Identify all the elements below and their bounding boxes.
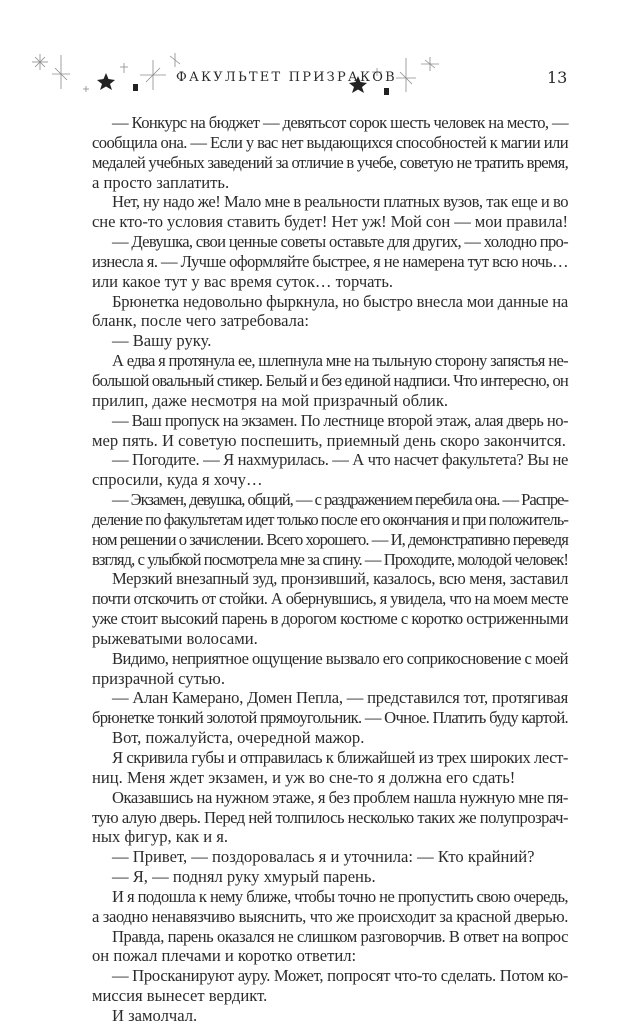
text-line: — Просканируют ауру. Может, попросят что-то сделать. Потом ко- (112, 966, 568, 986)
text-line: мер пять. И советую поспешить, приемный день скоро закончится. (92, 430, 566, 450)
text-line: Нет, ну надо же! Мало мне в реальности платных вузов, так еще и во (112, 192, 568, 212)
body-text (92, 113, 568, 1026)
text-line: призрачной сутью. (92, 668, 225, 688)
text-line: бланк, после чего затребовала: (92, 311, 309, 331)
sparkle-icon (170, 53, 180, 67)
text-line: Мерзкий внезапный зуд, пронзивший, казалось, всю меня, заставил (112, 569, 569, 589)
text-line: миссия вынесет вердикт. (92, 986, 268, 1006)
text-line: ниц. Меня ждет экзамен, и уж во сне-то я должна его сдать! (92, 767, 516, 787)
text-line: Я скривила губы и отправилась к ближайшей из трех широких лест- (112, 748, 568, 767)
text-line: — Конкурс на бюджет — девятьсот сорок шесть человек на место, — (112, 113, 568, 132)
text-line: И я подошла к нему ближе, чтобы точно не пропустить свою очередь, (112, 886, 568, 906)
sparkle-icon (140, 60, 166, 90)
text-line: Оказавшись на нужном этаже, я без проблем нашла нужную мне пя- (112, 787, 568, 807)
text-line: Брюнетка недовольно фыркнула, но быстро внесла мои данные на (112, 291, 568, 311)
text-line: или какое тут у вас время суток… торчать. (92, 271, 394, 291)
text-line: Правда, парень оказался не слишком разговорчив. В ответ на вопрос (112, 926, 568, 946)
sparkle-icon (421, 57, 439, 71)
text-line: — Экзамен, девушка, общий, — с раздражением перебила она. — Распре- (112, 490, 568, 510)
text-line: взгляд, с улыбкой посмотрела мне за спину. — Проходите, молодой человек! (92, 549, 568, 569)
text-line: Вот, пожалуйста, очередной мажор. (112, 728, 365, 748)
text-line: почти отскочить от стойки. А обернувшись, я увидела, что на моем месте (92, 589, 569, 609)
text-line: — Вашу руку. (112, 331, 212, 351)
text-line: рыжеватыми волосами. (92, 628, 258, 648)
sparkle-icon (396, 58, 416, 92)
text-line: ном решении о зачислении. Всего хорошего. — И, демонстративно переведя (92, 529, 568, 549)
text-line: медалей учебных заведений за отличие в учебе, советую не тратить время, (92, 152, 568, 172)
star-icon (133, 84, 138, 91)
text-line: уже стоит высокий парень в дорогом костюме с коротко остриженными (92, 609, 568, 629)
running-title: ФАКУЛЬТЕТ ПРИЗРАКОВ (176, 70, 397, 85)
text-line: спросили, куда я хочу… (92, 470, 263, 490)
text-line: сообщила она. — Если у вас нет выдающихся способностей к магии или (92, 132, 568, 152)
page-number: 13 (547, 68, 568, 87)
text-line: изнесла я. — Лучше оформляйте быстрее, я не намерена тут всю ночь… (92, 251, 568, 271)
text-line: прилип, даже несмотря на мой призрачный облик. (92, 390, 449, 410)
text-line: брюнетке тонкий золотой прямоугольник. — Очное. Платить буду картой. (92, 708, 568, 728)
sparkle-icon (52, 55, 70, 89)
text-line: — Я, — поднял руку хмурый парень. (112, 867, 376, 887)
sparkle-icon (120, 63, 128, 73)
text-line: он пожал плечами и коротко ответил: (92, 946, 357, 966)
text-line: А едва я протянула ее, шлепнула мне на тыльную сторону запястья не- (112, 351, 568, 371)
sparkle-icon (32, 54, 48, 70)
star-icon (384, 88, 389, 95)
text-line: ных фигур, как и я. (92, 827, 228, 847)
page-header (0, 0, 644, 100)
text-line: тую алую дверь. Перед ней толпилось несколько таких же полупрозрач- (92, 807, 568, 827)
text-line: сне кто-то условия ставить будет! Нет уж! Мой сон — мои правила! (92, 212, 568, 232)
text-line: — Погодите. — Я нахмурилась. — А что насчет факультета? Вы не (112, 450, 568, 470)
text-line: — Девушка, свои ценные советы оставьте для других, — холодно про- (112, 232, 568, 252)
text-line: большой овальный стикер. Белый и без единой надписи. Что интересно, он (92, 370, 568, 390)
text-line: а просто заплатить. (92, 172, 230, 192)
text-line: а заодно ненавязчиво выяснить, что же происходит за красной дверью. (92, 906, 568, 926)
text-line: Видимо, неприятное ощущение вызвало его соприкосновение с моей (112, 648, 568, 668)
text-line: — Алан Камерано, Домен Пепла, — представился тот, протягивая (112, 688, 568, 708)
star-icon (97, 73, 115, 90)
text-line: деление по факультетам идет только после его окончания и при положитель- (92, 509, 568, 529)
text-line: — Ваш пропуск на экзамен. По лестнице второй этаж, алая дверь но- (112, 410, 568, 430)
text-line: И замолчал. (112, 1005, 198, 1025)
text-line: — Привет, — поздоровалась я и уточнила: — Кто крайний? (112, 847, 535, 867)
sparkle-icon (83, 86, 89, 92)
